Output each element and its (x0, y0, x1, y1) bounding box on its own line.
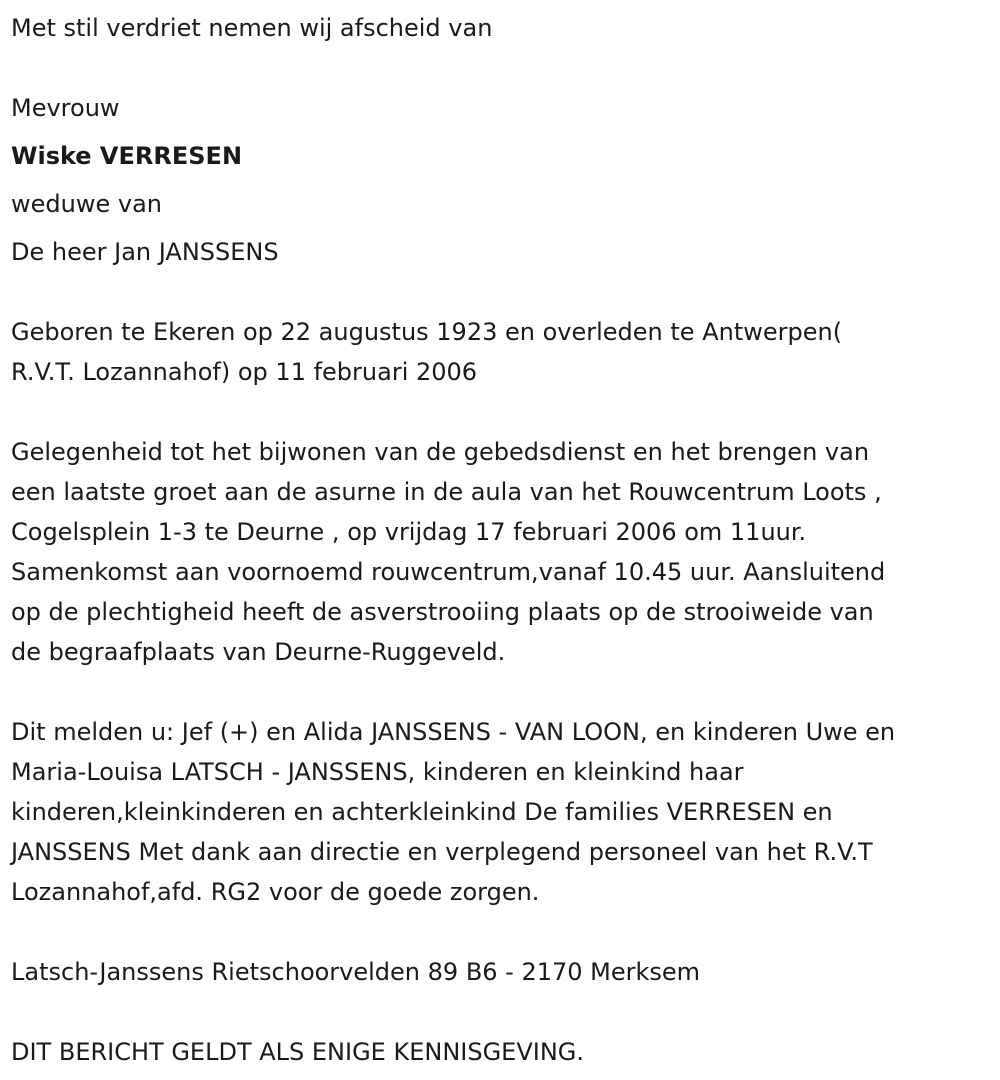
spacer (11, 912, 990, 952)
ceremony-line: op de plechtigheid heeft de asverstrooiing plaats op de strooiweide van (11, 598, 874, 626)
family-line: Lozannahof,afd. RG2 voor de goede zorgen. (11, 878, 540, 906)
spacer (11, 176, 990, 184)
family-line: JANSSENS Met dank aan directie en verplegend personeel van het R.V.T (11, 838, 873, 866)
spacer (11, 992, 990, 1032)
deceased-name: Wiske VERRESEN (11, 142, 243, 170)
intro-text: Met stil verdriet nemen wij afscheid van (11, 14, 493, 42)
contact-address: Latsch-Janssens Rietschoorvelden 89 B6 - 2170 Merksem (11, 958, 701, 986)
spacer (11, 224, 990, 232)
family-line: kinderen,kleinkinderen en achterkleinkind De families VERRESEN en (11, 798, 833, 826)
ceremony-line: een laatste groet aan de asurne in de aula van het Rouwcentrum Loots , (11, 478, 882, 506)
ceremony-line: Samenkomst aan voornoemd rouwcentrum,vanaf 10.45 uur. Aansluitend (11, 558, 886, 586)
family-line: Dit melden u: Jef (+) en Alida JANSSENS - VAN LOON, en kinderen Uwe en (11, 718, 896, 746)
closing-statement: DIT BERICHT GELDT ALS ENIGE KENNISGEVING. (11, 1038, 585, 1066)
ceremony-paragraph (11, 432, 990, 672)
ceremony-line: de begraafplaats van Deurne-Ruggeveld. (11, 638, 506, 666)
birth-death-line: R.V.T. Lozannahof) op 11 februari 2006 (11, 358, 478, 386)
spacer (11, 272, 990, 312)
birth-death-line: Geboren te Ekeren op 22 augustus 1923 en overleden te Antwerpen( (11, 318, 843, 346)
family-paragraph (11, 712, 990, 912)
birth-death-paragraph (11, 312, 990, 392)
spouse-name: De heer Jan JANSSENS (11, 238, 279, 266)
ceremony-line: Gelegenheid tot het bijwonen van de gebedsdienst en het brengen van (11, 438, 870, 466)
spacer (11, 392, 990, 432)
spacer (11, 128, 990, 136)
spacer (11, 672, 990, 712)
salutation: Mevrouw (11, 94, 120, 122)
spacer (11, 48, 990, 88)
family-line: Maria-Louisa LATSCH - JANSSENS, kinderen en kleinkind haar (11, 758, 744, 786)
relation-text: weduwe van (11, 190, 162, 218)
ceremony-line: Cogelsplein 1-3 te Deurne , op vrijdag 17 februari 2006 om 11uur. (11, 518, 807, 546)
